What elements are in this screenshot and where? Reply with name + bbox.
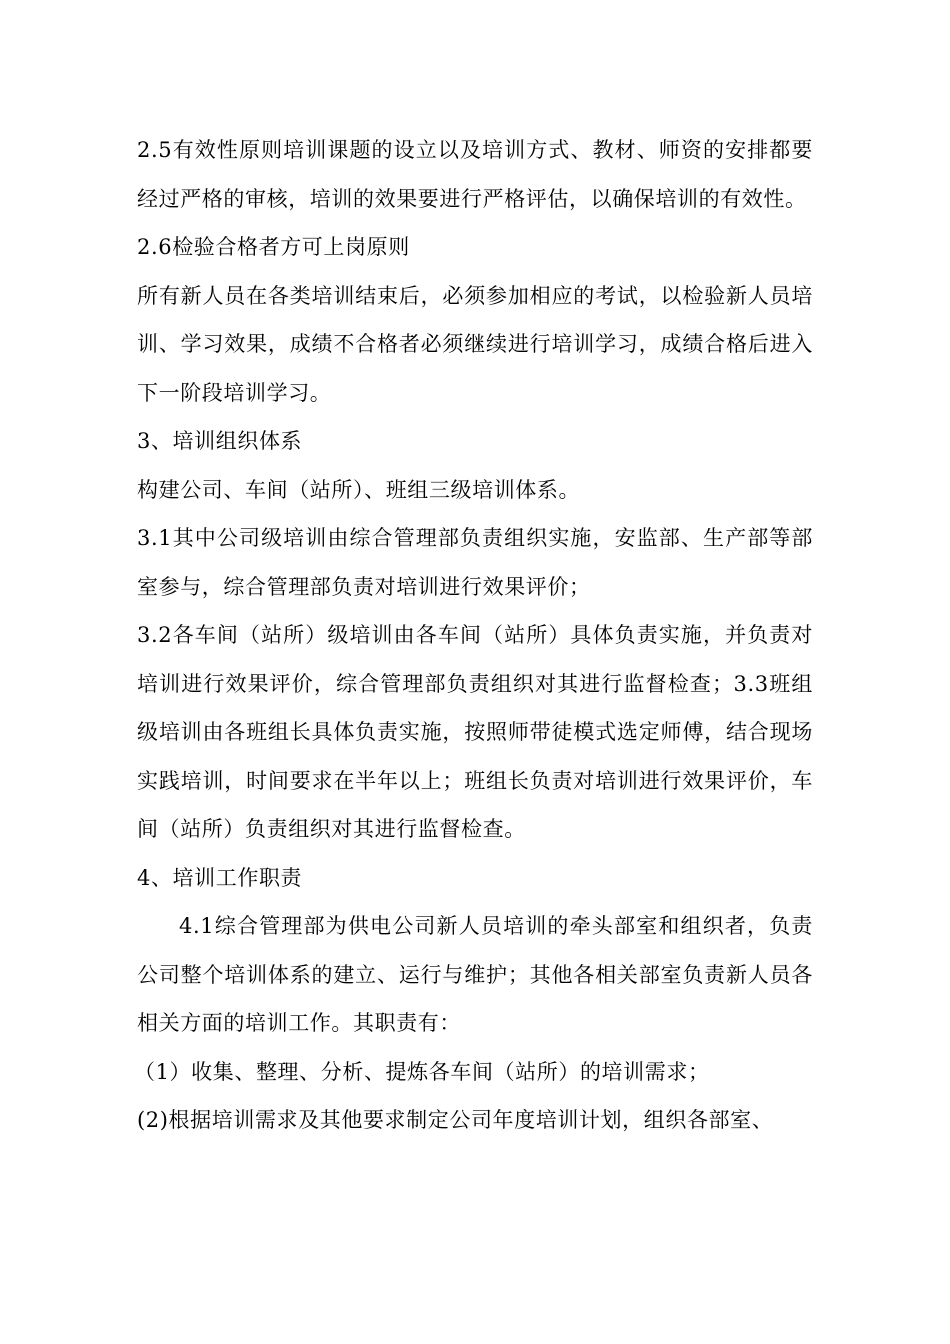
paragraph-3-2-workshop-level: 3.2各车间（站所）级培训由各车间（站所）具体负责实施，并负责对培训进行效果评价，综合管理部负责组织对其进行监督检查；3.3班组级培训由各班组长具体负责实施，按照师带徒模式选定师傅，结合现场实践培训，时间要求在半年以上；班组长负责对培训进行效果评价，车间（站所）负责组织对其进行监督检查。 (137, 623, 813, 841)
heading-2-6-qualification: 2.6检验合格者方可上岗原则 (137, 235, 410, 259)
heading-3-organization: 3、培训组织体系 (137, 429, 303, 453)
paragraph-three-level-system: 构建公司、车间（站所）、班组三级培训体系。 (137, 477, 581, 502)
heading-4-responsibilities: 4、培训工作职责 (137, 865, 303, 890)
paragraph-exam-requirement: 所有新人员在各类培训结束后，必须参加相应的考试，以检验新人员培训、学习效果，成绩不合格者必须继续进行培训学习，成绩合格后进入下一阶段培训学习。 (137, 283, 813, 405)
paragraph-3-1-company-level: 3.1其中公司级培训由综合管理部负责组织实施，安监部、生产部等部室参与，综合管理部负责对培训进行效果评价； (137, 526, 813, 599)
list-item-2: (2)根据培训需求及其他要求制定公司年度培训计划，组织各部室、 (137, 1108, 774, 1132)
document-body (134, 126, 813, 1145)
paragraph-2-5-effectiveness: 2.5有效性原则培训课题的设立以及培训方式、教材、师资的安排都要经过严格的审核，培训的效果要进行严格评估，以确保培训的有效性。 (137, 138, 813, 211)
paragraph-4-1-management-dept: 4.1综合管理部为供电公司新人员培训的牵头部室和组织者，负责公司整个培训体系的建立、运行与维护；其他各相关部室负责新人员各相关方面的培训工作。其职责有： (137, 914, 813, 1035)
list-item-1: （1）收集、整理、分析、提炼各车间（站所）的培训需求； (134, 1059, 710, 1084)
